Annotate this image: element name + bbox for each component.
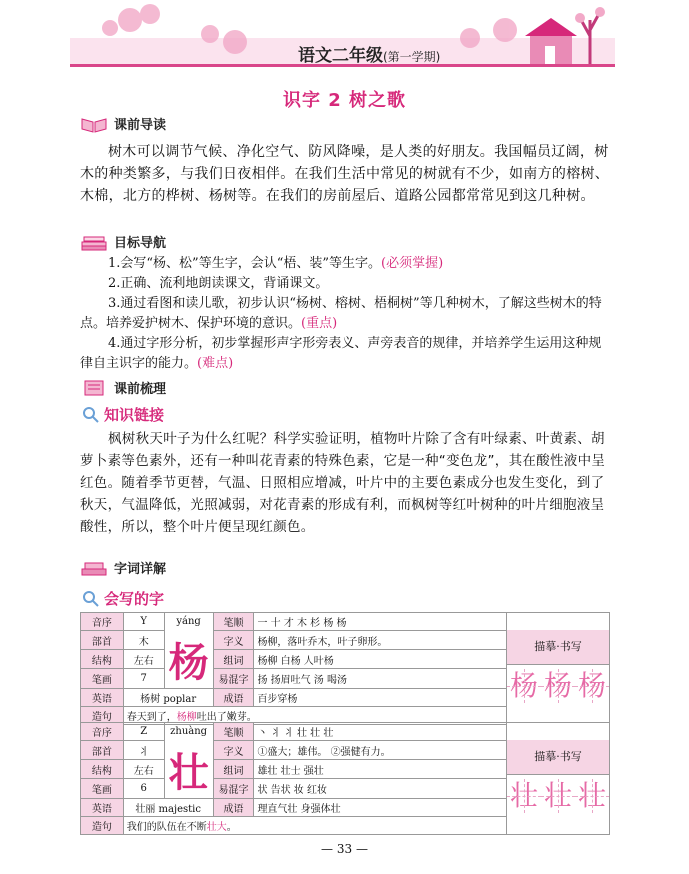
section-sort (80, 378, 166, 397)
write-title: 会写的字 (104, 590, 165, 608)
book-title: 语文二年级 (298, 46, 383, 66)
card-character: 杨 (164, 631, 213, 689)
card-idiom: 百步穿杨 (254, 688, 507, 706)
notebook-icon (80, 379, 108, 397)
card-bushou: 木 (123, 631, 164, 650)
label-bushou: 部首 (81, 741, 124, 760)
label-yinxu: 音序 (81, 723, 124, 741)
card-yinxu: Y (123, 613, 164, 631)
trace-label: 描摹·书写 (507, 630, 609, 665)
label-order: 笔顺 (213, 613, 254, 631)
header-decoration (0, 0, 689, 78)
card-sentence (123, 816, 506, 834)
section-preview-label: 课前导读 (114, 118, 167, 133)
char-card-zhuang (80, 722, 610, 835)
label-meaning: 字义 (213, 741, 254, 760)
label-yinxu: 音序 (81, 613, 124, 631)
trace-cell: 壮 (507, 779, 541, 813)
page-number: — 33 — (321, 842, 368, 856)
trace-label: 描摹·书写 (507, 740, 609, 775)
intro-paragraph: 树木可以调节气候、净化空气、防风降噪，是人类的好朋友。我国幅员辽阔，树木的种类繁多，与我们日夜相伴。在我们生活中常见的树就有不少，如南方的榕树、木棉，北方的桦树、杨树等。在我们的房前屋后、道路公园都常常见到这几种树。 (80, 144, 610, 204)
knowledge-heading (82, 404, 164, 425)
goal-tag: (难点) (197, 356, 234, 371)
label-english: 英语 (81, 798, 124, 816)
card-meaning: 杨柳，落叶乔木，叶子卵形。 (254, 631, 507, 650)
goal-item (80, 294, 612, 334)
trace-panel (506, 613, 609, 725)
sentence-part: 春天到了， (126, 711, 177, 723)
card-jiegou: 左右 (123, 760, 164, 779)
magnifier-icon (82, 406, 100, 424)
section-preview (80, 114, 166, 133)
books-stack-icon (80, 559, 108, 577)
magnifier-icon (82, 590, 100, 608)
trace-cell: 杨 (507, 669, 541, 703)
knowledge-paragraph: 枫树秋天叶子为什么红呢？科学实验证明，植物叶片除了含有叶绿素、叶黄素、胡萝卜素等色素外，还有一种叫花青素的特殊色素，它是一种“变色龙”，其在酸性液中呈红色。随着季节更替，气温、日照相应增减，叶片中的主要色素成分也发生变化，到了秋天，气温降低，光照减弱，对花青素的形成有利，而枫树等红叶树种的叶片细胞液呈酸性，所以，整个叶片便呈现红颜色。 (80, 431, 606, 535)
label-words: 组词 (213, 760, 254, 779)
goal-tag: (必须掌握) (381, 256, 444, 271)
lesson-title: 识字 2 树之歌 (282, 90, 407, 111)
label-jiegou: 结构 (81, 650, 124, 669)
trace-panel (506, 723, 609, 835)
trace-cell: 杨 (541, 669, 575, 703)
trace-cell: 壮 (575, 779, 609, 813)
card-english: 壮丽 majestic (123, 798, 213, 816)
goal-text: 2.正确、流利地朗读课文，背诵课文。 (108, 276, 329, 291)
book-term: (第一学期) (383, 50, 441, 64)
label-sentence: 造句 (81, 816, 124, 834)
card-meaning: ①盛大；雄伟。 ②强健有力。 (254, 741, 507, 760)
goal-item (80, 334, 612, 374)
goal-text: 3.通过看图和读儿歌，初步认识“杨树、榕树、梧桐树”等几种树木，了解这些树木的特点。培养爱护树木、保护环境的意识。 (80, 296, 602, 331)
card-yinxu: Z (123, 723, 164, 741)
card-idiom: 理直气壮 身强体壮 (254, 798, 507, 816)
label-idiom: 成语 (213, 688, 254, 706)
card-order: 丶 丬 丬 壮 壮 壮 (254, 723, 507, 741)
goal-tag: (重点) (301, 316, 338, 331)
card-bihua: 7 (123, 669, 164, 688)
label-idiom: 成语 (213, 798, 254, 816)
section-words-label: 字词详解 (114, 562, 167, 577)
card-pinyin: zhuàng (164, 723, 213, 741)
goal-text: 1.会写“杨、松”等生字，会认“梧、装”等生字。 (108, 256, 381, 271)
char-card-yang (80, 612, 610, 725)
trace-cell: 壮 (541, 779, 575, 813)
label-sentence: 造句 (81, 706, 124, 724)
label-jiegou: 结构 (81, 760, 124, 779)
label-confusing: 易混字 (213, 669, 254, 688)
card-confusing: 扬 扬眉吐气 汤 喝汤 (254, 669, 507, 688)
card-bihua: 6 (123, 779, 164, 798)
label-bihua: 笔画 (81, 669, 124, 688)
goals-list (80, 254, 612, 374)
card-words: 杨柳 白杨 人叶杨 (254, 650, 507, 669)
section-words (80, 558, 166, 577)
label-bushou: 部首 (81, 631, 124, 650)
goal-item (80, 274, 612, 294)
section-goals-label: 目标导航 (114, 236, 167, 251)
section-goals (80, 232, 166, 251)
goal-item (80, 254, 612, 274)
section-sort-label: 课前梳理 (114, 382, 167, 397)
sentence-part: 。 (226, 821, 237, 833)
header-title (298, 41, 440, 66)
label-bihua: 笔画 (81, 779, 124, 798)
label-meaning: 字义 (213, 631, 254, 650)
sentence-keyword: 杨柳 (176, 711, 197, 723)
label-confusing: 易混字 (213, 779, 254, 798)
card-english: 杨树 poplar (123, 688, 213, 706)
sentence-part: 我们的队伍在不断 (126, 821, 207, 833)
page-header (0, 0, 689, 78)
card-jiegou: 左右 (123, 650, 164, 669)
trace-grid (507, 775, 609, 817)
card-pinyin: yáng (164, 613, 213, 631)
sentence-keyword: 壮大 (206, 821, 227, 833)
card-bushou: 丬 (123, 741, 164, 760)
trace-grid (507, 665, 609, 707)
card-words: 雄壮 壮士 强壮 (254, 760, 507, 779)
write-heading (82, 588, 164, 609)
sentence-part: 吐出了嫩芽。 (196, 711, 257, 723)
book-icon (80, 115, 108, 133)
knowledge-title: 知识链接 (104, 406, 165, 424)
books-icon (80, 233, 108, 251)
label-words: 组词 (213, 650, 254, 669)
label-english: 英语 (81, 688, 124, 706)
card-confusing: 状 告状 妆 红妆 (254, 779, 507, 798)
goal-text: 4.通过字形分析，初步掌握形声字形旁表义、声旁表音的规律，并培养学生运用这种规律自主识字的能力。 (80, 336, 602, 371)
card-order: 一 十 才 木 杉 杨 杨 (254, 613, 507, 631)
label-order: 笔顺 (213, 723, 254, 741)
trace-cell: 杨 (575, 669, 609, 703)
card-character: 壮 (164, 741, 213, 799)
